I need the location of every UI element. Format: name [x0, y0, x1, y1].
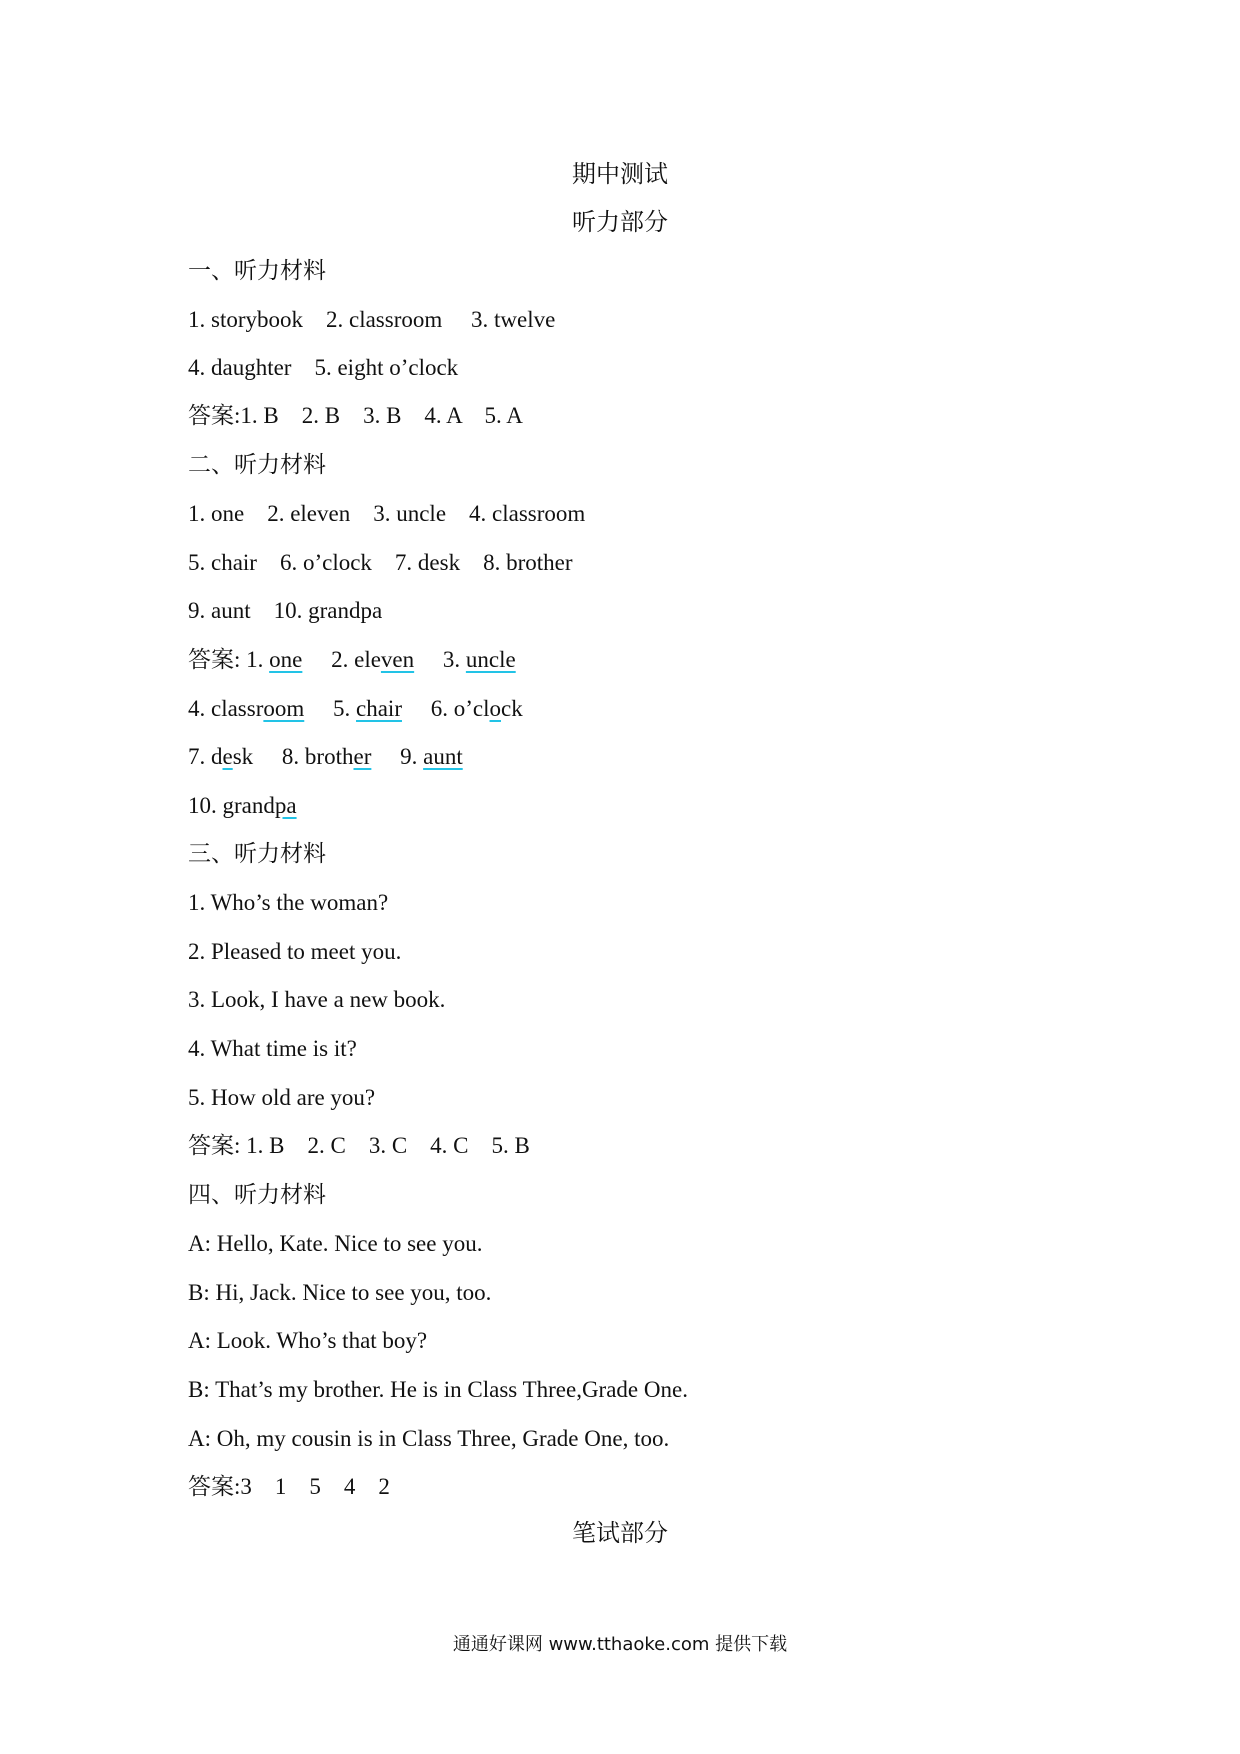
- section-2-heading: 二、听力材料: [188, 452, 326, 477]
- section-2-line: 1. one 2. eleven 3. uncle 4. classroom: [188, 501, 586, 526]
- section-4-line: A: Look. Who’s that boy?: [188, 1328, 428, 1353]
- footer-credit: 通通好课网 www.tthaoke.com 提供下载: [452, 1634, 788, 1655]
- answer-item: 3. uncle: [442, 647, 516, 672]
- section-4-heading: 四、听力材料: [188, 1182, 326, 1207]
- answer-item: 8. brother: [281, 744, 372, 769]
- section-4-line: A: Oh, my cousin is in Class Three, Grade One, too.: [188, 1426, 670, 1451]
- section-3-line: 3. Look, I have a new book.: [188, 987, 446, 1012]
- section-2-line: 9. aunt 10. grandpa: [188, 598, 383, 623]
- answer-item: 9. aunt: [400, 744, 463, 769]
- section-1-heading: 一、听力材料: [188, 258, 326, 283]
- section-1-answer: 答案:1. B 2. B 3. B 4. A 5. A: [188, 403, 523, 428]
- section-2-answer-line: [188, 695, 523, 723]
- answer-item: 2. eleven: [331, 647, 415, 672]
- section-2-answer-line: [188, 646, 516, 674]
- section-3-answer: 答案: 1. B 2. C 3. C 4. C 5. B: [188, 1133, 530, 1158]
- answer-item: 6. o’clock: [430, 696, 523, 721]
- section-2-line: 5. chair 6. o’clock 7. desk 8. brother: [188, 550, 573, 575]
- answer-item: 1. one: [246, 647, 303, 672]
- written-subtitle: 笔试部分: [572, 1521, 668, 1547]
- section-2-answer-line: [188, 792, 297, 820]
- answer-label: 答案:: [188, 647, 247, 672]
- section-3-line: 4. What time is it?: [188, 1036, 357, 1061]
- section-4-line: A: Hello, Kate. Nice to see you.: [188, 1231, 483, 1256]
- section-4-line: B: That’s my brother. He is in Class Three,Grade One.: [188, 1377, 688, 1402]
- section-3-line: 5. How old are you?: [188, 1085, 376, 1110]
- answer-item: 7. desk: [188, 744, 254, 769]
- section-3-heading: 三、听力材料: [188, 841, 326, 866]
- listening-subtitle: 听力部分: [572, 210, 668, 236]
- section-1-line: 4. daughter 5. eight o’clock: [188, 355, 459, 380]
- section-3-line: 1. Who’s the woman?: [188, 890, 389, 915]
- answer-item: 5. chair: [333, 696, 402, 721]
- answer-item: 10. grandpa: [188, 793, 297, 818]
- section-3-line: 2. Pleased to meet you.: [188, 939, 402, 964]
- section-2-answer-line: [188, 743, 463, 771]
- section-4-answer: 答案:3 1 5 4 2: [188, 1474, 390, 1499]
- section-4-line: B: Hi, Jack. Nice to see you, too.: [188, 1280, 492, 1305]
- answer-item: 4. classroom: [188, 696, 305, 721]
- page-title: 期中测试: [572, 162, 668, 188]
- section-1-line: 1. storybook 2. classroom 3. twelve: [188, 307, 556, 332]
